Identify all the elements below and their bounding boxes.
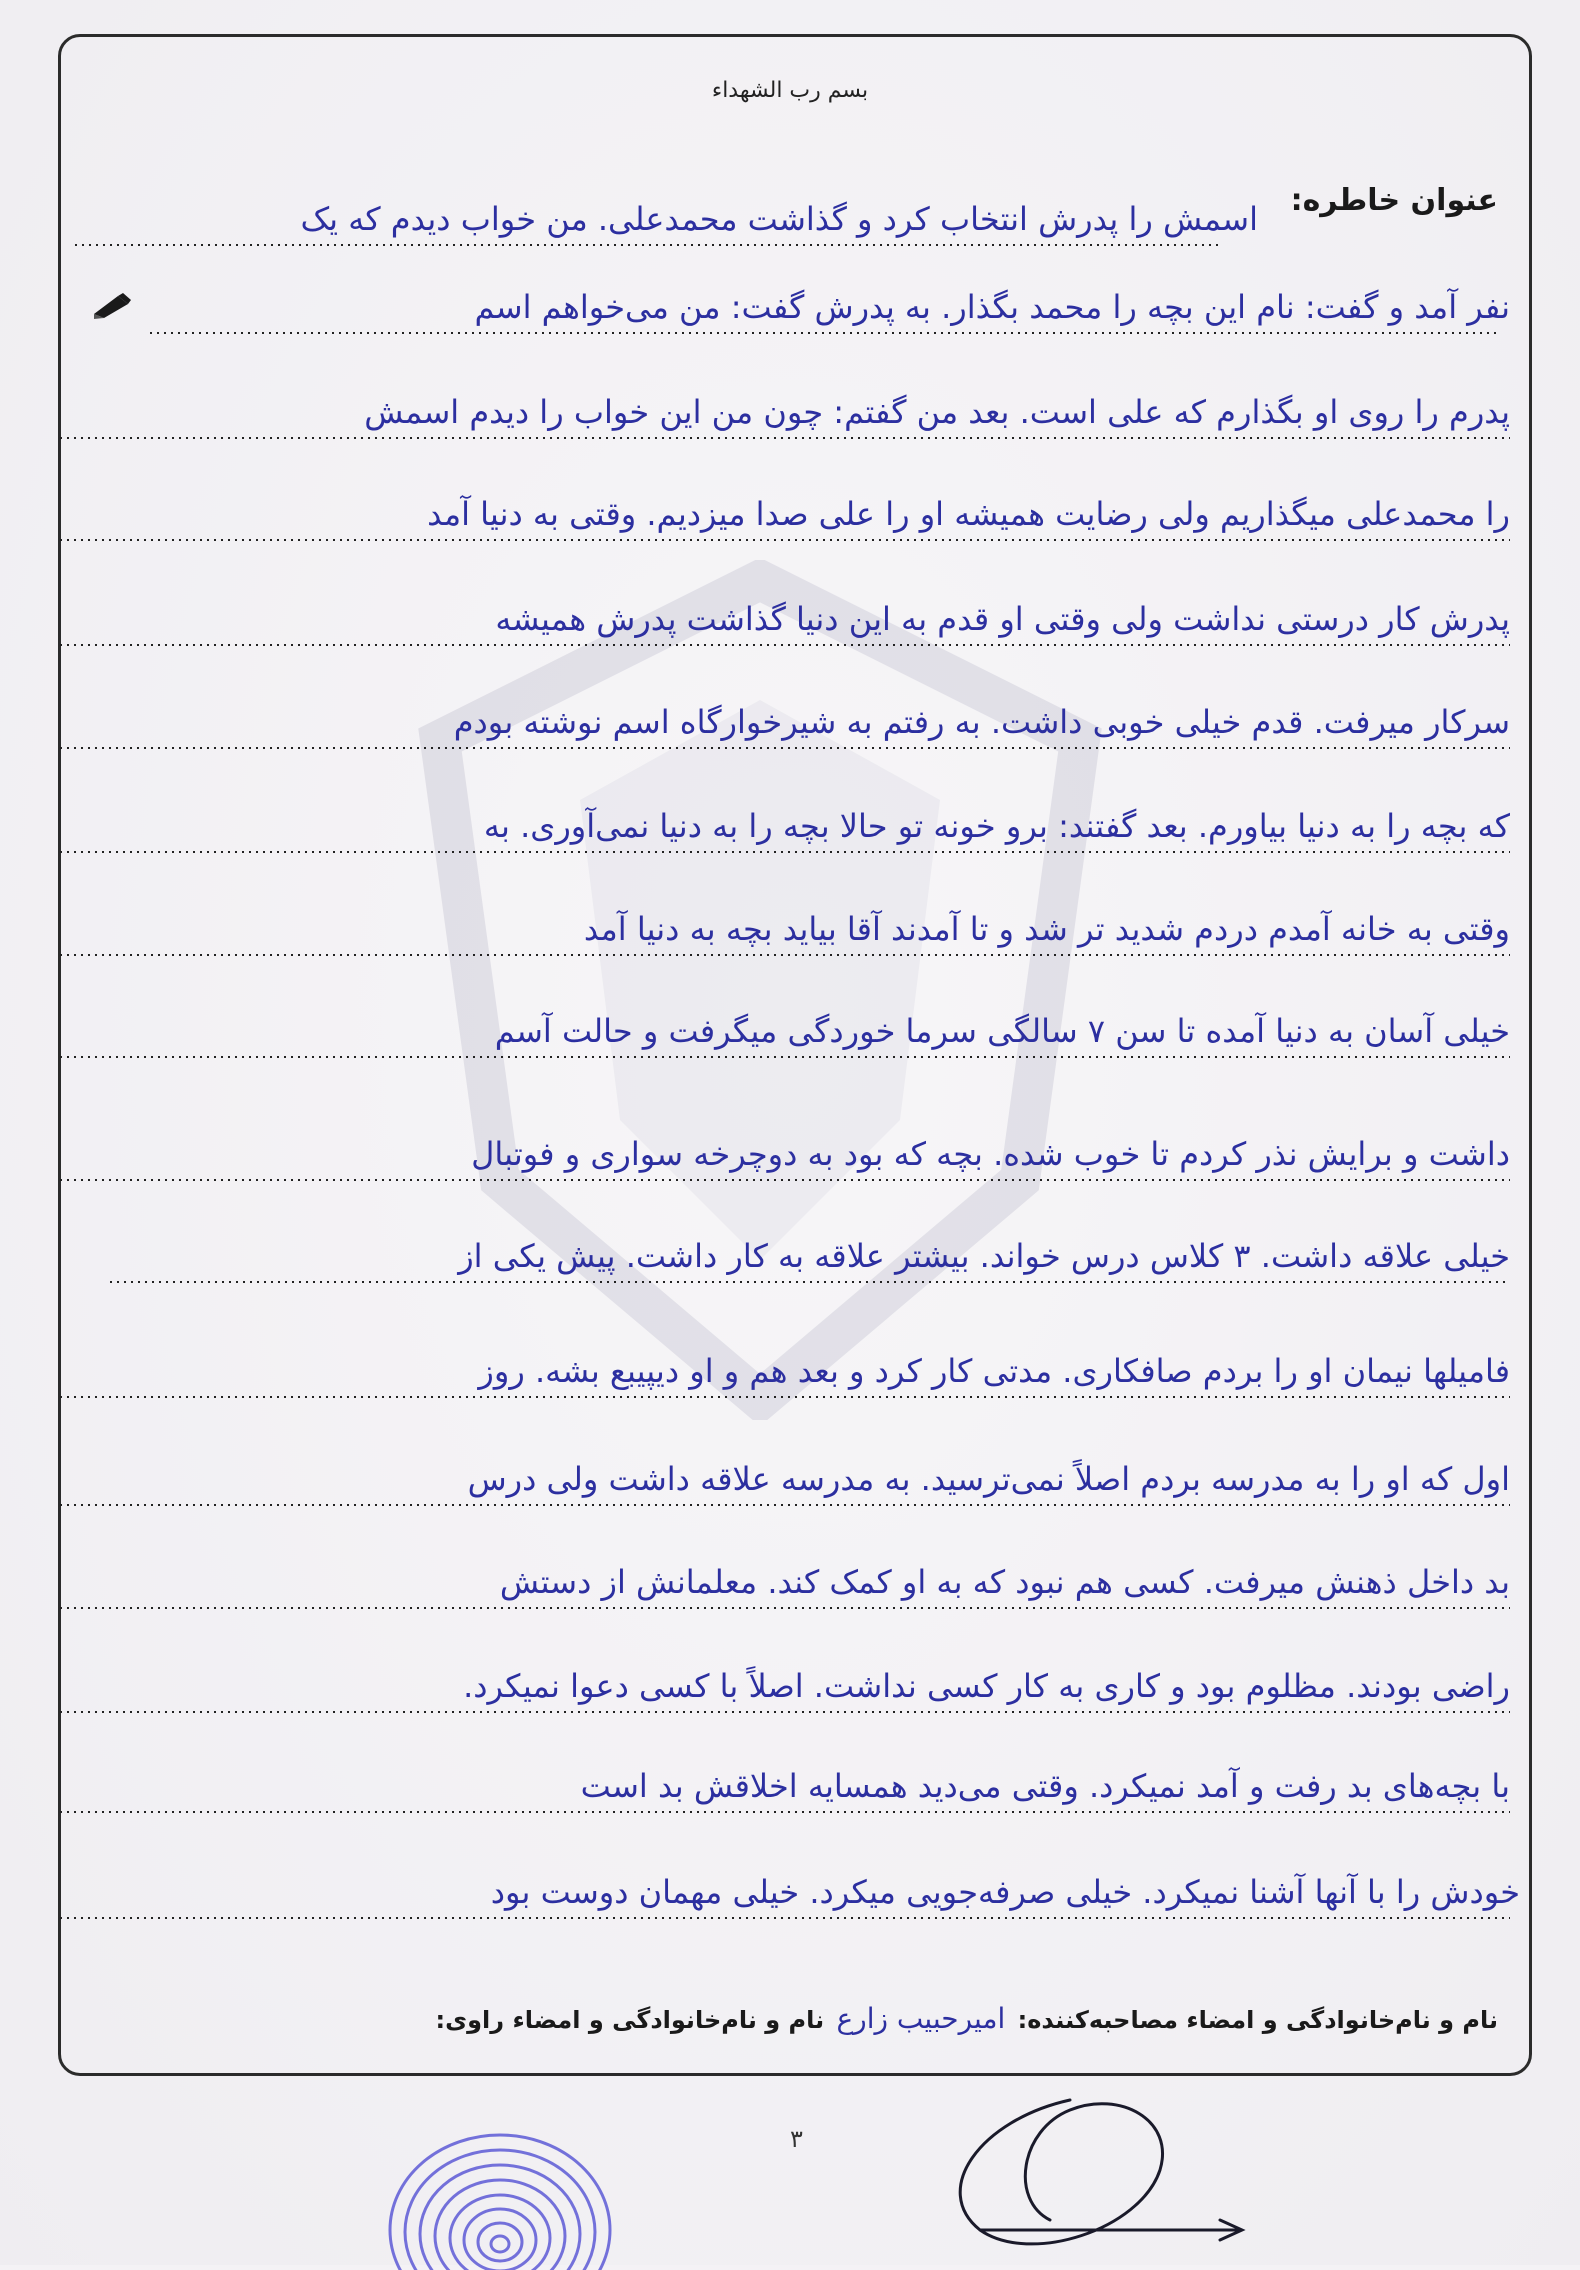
- memory-title-label: عنوان خاطره:: [1290, 183, 1498, 218]
- memory-line-5: پدرش کار درستی نداشت ولی وقتی او قدم به این دنیا گذاشت پدرش همیشه: [495, 600, 1510, 638]
- memory-line-11: خیلی علاقه داشت. ۳ کلاس درس خواند. بیشتر علاقه به کار داشت. پیش یکی از: [458, 1237, 1510, 1275]
- basmala-heading: بسم رب الشهداء: [711, 78, 869, 103]
- memory-line-1: اسمش را پدرش انتخاب کرد و گذاشت محمدعلی. من خواب دیدم که یک: [300, 200, 1258, 238]
- memory-line-13: اول که او را به مدرسه بردم اصلاً نمی‌ترسید. به مدرسه علاقه داشت ولی درس: [467, 1460, 1510, 1498]
- memory-line-10: داشت و برایش نذر کردم تا خوب شده. بچه که بود به دوچرخه سواری و فوتبال: [471, 1135, 1510, 1173]
- memory-line-12: فامیلها نیمان او را بردم صافکاری. مدتی کار کرد و بعد هم و او دیپیبع بشه. روز: [478, 1352, 1510, 1390]
- narrator-label: نام و نام‌خانوادگی و امضاء راوی:: [435, 2006, 825, 2034]
- memory-line-6: سرکار میرفت. قدم خیلی خوبی داشت. به رفتم به شیرخوارگاه اسم نوشته بودم: [453, 703, 1510, 741]
- memory-line-4: را محمدعلی میگذاریم ولی رضایت همیشه او را علی صدا میزدیم. وقتی به دنیا آمد: [427, 495, 1510, 533]
- memory-line-7: که بچه را به دنیا بیاورم. بعد گفتند: برو خونه تو حالا بچه را به دنیا نمی‌آوری. به: [483, 807, 1510, 845]
- memory-line-16: با بچه‌های بد رفت و آمد نمیکرد. وقتی می‌دید همسایه اخلاقش بد است: [580, 1767, 1510, 1805]
- fingerprint-mark: [380, 2120, 620, 2270]
- memory-line-8: وقتی به خانه آمدم دردم شدید تر شد و تا آمدند آقا بیاید بچه به دنیا آمد: [583, 910, 1510, 948]
- memory-line-2: نفر آمد و گفت: نام این بچه را محمد بگذار. به پدرش گفت: من می‌خواهم اسم: [474, 288, 1510, 326]
- interviewer-name: امیرحبیب زارع: [836, 2002, 1006, 2035]
- memory-line-15: راضی بودند. مظلوم بود و کاری به کار کسی نداشت. اصلاً با کسی دعوا نمیکرد.: [463, 1667, 1510, 1705]
- memory-line-9: خیلی آسان به دنیا آمده تا سن ۷ سالگی سرما خوردگی میگرفت و حالت آسم: [494, 1012, 1510, 1050]
- memory-line-17: خودش را با آنها آشنا نمیکرد. خیلی صرفه‌جویی میکرد. خیلی مهمان دوست بود: [490, 1873, 1520, 1911]
- memory-line-3: پدرم را روی او بگذارم که علی است. بعد من گفتم: چون من این خواب را دیدم اسمش: [364, 393, 1510, 431]
- footer-signature-labels: [436, 2002, 1498, 2035]
- page-number: ۳: [790, 2125, 803, 2153]
- interviewer-label: نام و نام‌خانوادگی و امضاء مصاحبه‌کننده:: [1017, 2006, 1498, 2034]
- memory-line-14: بد داخل ذهنش میرفت. کسی هم نبود که به او کمک کند. معلمانش از دستش: [499, 1563, 1510, 1601]
- handwritten-signature: [920, 2080, 1260, 2260]
